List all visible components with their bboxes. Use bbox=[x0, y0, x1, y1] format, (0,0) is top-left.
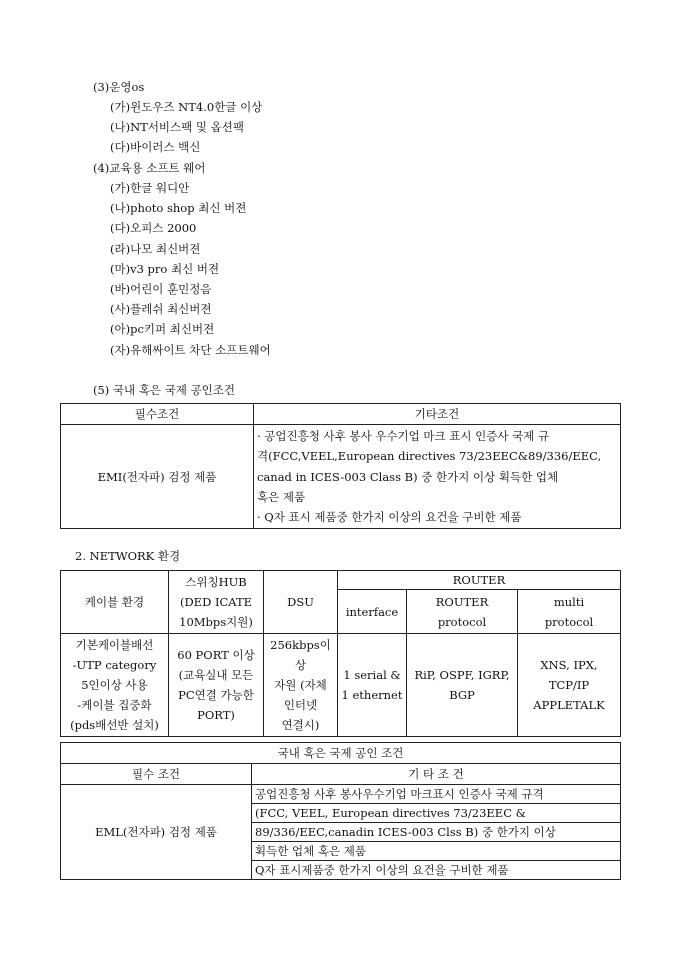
net-dsu-line: 256kbps이상 bbox=[270, 638, 331, 672]
net-cable-line: -UTP category bbox=[72, 658, 157, 672]
section4-item-7: (사)플레쉬 최신버젼 bbox=[110, 302, 212, 316]
cert1-other-line: · Q자 표시 제품중 한가지 이상의 요건을 구비한 제품 bbox=[257, 510, 522, 525]
net-cable-line: 5인이상 사용 bbox=[81, 678, 148, 692]
network-table bbox=[60, 570, 621, 737]
cert2-other-line: Q자 표시제품중 한가지 이상의 요건을 구비한 제품 bbox=[255, 863, 509, 877]
cert1-other-line: canad in ICES-003 Class B) 중 한가지 이상 획득한 업체 bbox=[257, 469, 559, 484]
net-protocol-line: RiP, OSPF, IGRP, bbox=[414, 668, 510, 682]
section4-item-9: (자)유해싸이트 차단 소프트웨어 bbox=[110, 343, 271, 357]
section3-item-1: (가)윈도우즈 NT4.0한글 이상 bbox=[110, 100, 263, 114]
cert2-required-cell: EML(전자파) 검정 제품 bbox=[61, 785, 252, 880]
net-multi-line: multi bbox=[553, 594, 585, 609]
cert2-other-line: 공업진흥청 사후 봉사우수기업 마크표시 인증사 국제 규격 bbox=[252, 785, 620, 804]
net-dsu-line: 인터넷 bbox=[283, 698, 318, 712]
net-switch-cell-line: (교육실내 모든 bbox=[178, 668, 254, 682]
cert2-other-line: (FCC, VEEL, European directives 73/23EEC & bbox=[252, 804, 620, 823]
section4-item-3: (다)오피스 2000 bbox=[110, 221, 197, 235]
cert2-title: 국내 혹은 국제 공인 조건 bbox=[61, 743, 621, 764]
cert-table-1 bbox=[60, 403, 621, 529]
net-cell-interface bbox=[338, 634, 407, 737]
net-cell-multi bbox=[518, 634, 621, 737]
net-cell-switch bbox=[169, 634, 264, 737]
cert2-header-required: 필수 조건 bbox=[61, 764, 252, 785]
section5-title: (5) 국내 혹은 국제 공인조건 bbox=[93, 383, 236, 397]
net-header-cable: 케이블 환경 bbox=[61, 571, 169, 634]
section4-item-5: (마)v3 pro 최신 버젼 bbox=[110, 262, 220, 276]
section3-item-2: (나)NT서비스팩 및 옵션팩 bbox=[110, 120, 244, 134]
net-multi-cell-line: XNS, IPX, bbox=[540, 658, 598, 672]
cert1-other-cell bbox=[254, 425, 621, 529]
cert1-required-cell: EMI(전자파) 검정 제품 bbox=[61, 425, 254, 529]
net-cable-line: 기본케이블배선 bbox=[75, 638, 154, 652]
net-header-switch bbox=[169, 571, 264, 634]
net-cable-line: (pds배선반 설치) bbox=[70, 718, 159, 732]
net-header-dsu: DSU bbox=[264, 571, 338, 634]
section4-item-4: (라)나모 최신버젼 bbox=[110, 242, 201, 256]
net-dsu-line: 자원 (자체 bbox=[274, 678, 327, 692]
net-switch-line: 스위칭HUB bbox=[185, 575, 247, 589]
net-switch-cell-line: PORT) bbox=[197, 708, 235, 722]
net-header-router: ROUTER bbox=[338, 571, 621, 590]
net-cell-cable bbox=[61, 634, 169, 737]
section4-item-1: (가)한글 워디안 bbox=[110, 181, 190, 195]
net-switch-line: (DED ICATE bbox=[179, 595, 253, 609]
section4-item-8: (아)pc키퍼 최신버젼 bbox=[110, 322, 215, 336]
net-sub-multi bbox=[518, 590, 621, 634]
section3-title: (3)운영os bbox=[93, 80, 145, 94]
net-sub-interface: interface bbox=[338, 590, 407, 634]
network-title: 2. NETWORK 환경 bbox=[75, 549, 181, 563]
net-interface-line: 1 ethernet bbox=[341, 688, 403, 702]
section4-item-6: (바)어린이 훈민정음 bbox=[110, 282, 212, 296]
net-protocol-line: BGP bbox=[449, 688, 475, 702]
net-interface-line: 1 serial & bbox=[343, 668, 401, 682]
cert1-other-line: · 공업진흥청 사후 봉사 우수기업 마크 표시 인증사 국제 규 bbox=[257, 429, 550, 443]
net-switch-cell-line: 60 PORT 이상 bbox=[177, 648, 255, 662]
net-multi-cell-line: APPLETALK bbox=[533, 698, 605, 712]
net-dsu-line: 연결시) bbox=[281, 718, 320, 732]
cert1-other-line: 격(FCC,VEEL,European directives 73/23EEC&89/336/EEC, bbox=[257, 449, 602, 464]
net-sub-protocol: ROUTER protocol bbox=[407, 590, 518, 634]
cert2-other-line: 89/336/EEC,canadin ICES-003 Clss B) 중 한가지 이상 bbox=[252, 823, 620, 842]
net-multi-line: protocol bbox=[544, 614, 594, 629]
net-multi-cell-line: TCP/IP bbox=[548, 678, 590, 692]
cert1-header-required: 필수조건 bbox=[61, 404, 254, 425]
net-cell-dsu bbox=[264, 634, 338, 737]
cert2-other-cell bbox=[252, 785, 621, 880]
cert2-header-other: 기 타 조 건 bbox=[252, 764, 621, 785]
cert-table-2 bbox=[60, 742, 621, 880]
net-cell-protocol bbox=[407, 634, 518, 737]
section4-item-2: (나)photo shop 최신 버젼 bbox=[110, 201, 247, 215]
section4-title: (4)교육용 소프트 웨어 bbox=[93, 161, 206, 175]
section3-item-3: (다)바이러스 백신 bbox=[110, 140, 201, 154]
net-cable-line: -케이블 집중화 bbox=[77, 698, 152, 712]
net-switch-line: 10Mbps지원) bbox=[179, 615, 253, 629]
cert1-header-other: 기타조건 bbox=[254, 404, 621, 425]
cert2-other-line: 획득한 업체 혹은 제품 bbox=[252, 842, 620, 861]
net-switch-cell-line: PC연결 가능한 bbox=[178, 688, 254, 702]
cert1-other-line: 혹은 제품 bbox=[257, 489, 306, 504]
